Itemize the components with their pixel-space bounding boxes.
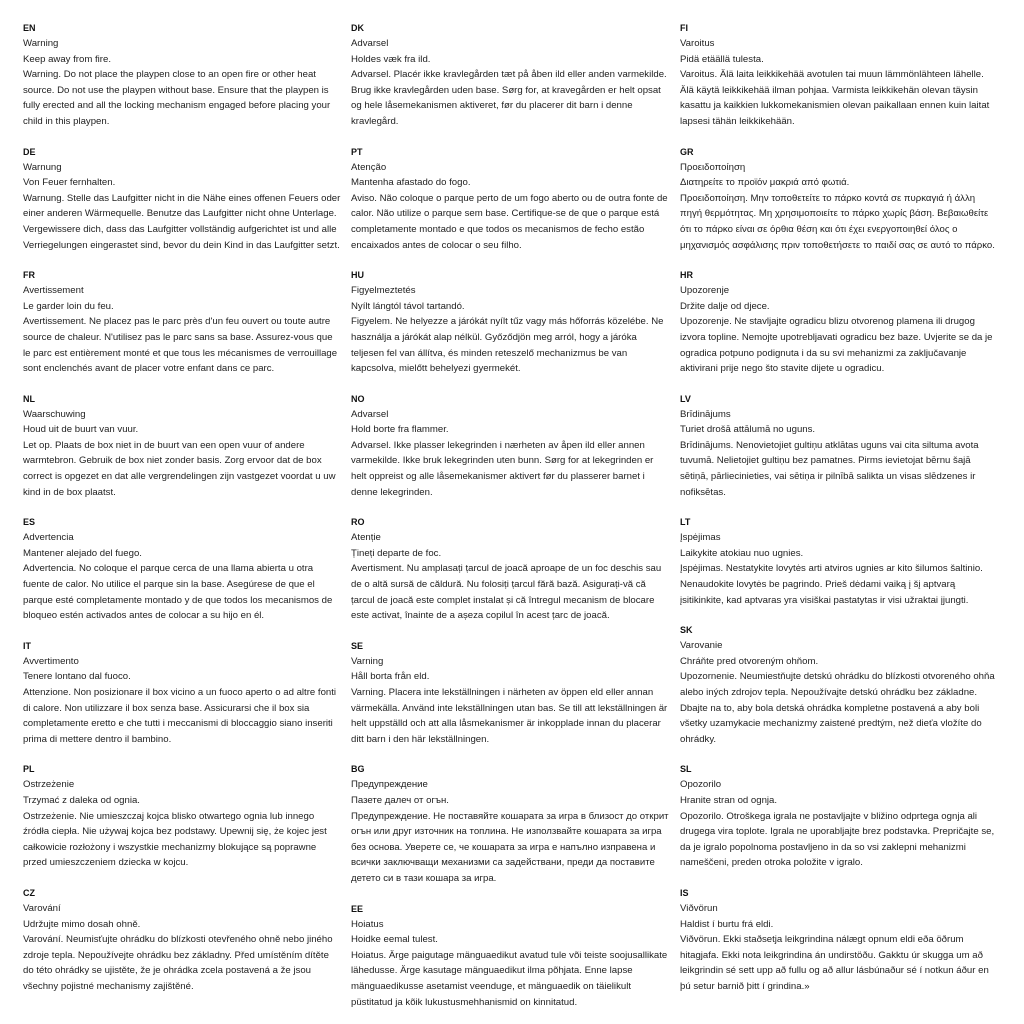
language-code: EN [23,23,36,33]
short-warning: Hranite stran od ognja. [680,794,778,806]
warning-body: Advarsel. Ikke plasser lekegrinden i nærheten av åpen ild eller annen varmekilde. Ikke bruk lekegrinden uten bunn. Sørg for at lekegrinden er helt oppreist og alle låsemekanismer aktivert før du plasserer barnet i denne lekegrinden. [351,439,654,498]
warning-body: Viðvörun. Ekki staðsetja leikgrindina nálægt opnum eldi eða öðrum hitagjafa. Ekki nota leikgrindina án undirstöðu. Gakktu úr skugga um að leikgrindin sé sett upp að fullu og að allur lásbúnaður sé í notkun áður en þú setur barnið þitt í grindina.» [680,934,989,992]
warning-body: Opozorilo. Otroškega igrala ne postavljajte v bližino odprtega ognja ali drugega vira toplote. Igrala ne uporabljajte brez podstavka. Prepričajte se, da je igralo popolnoma postavljeno in da so vsi zaklepni mehanizmi nameščeni, preden otroka položite v igralo. [680,810,995,869]
warning-heading: Viðvörun [680,902,718,914]
language-code: IS [680,887,689,898]
warning-body: Προειδοποίηση. Μην τοποθετείτε το πάρκο κοντά σε πυρκαγιά ή άλλη πηγή θερμότητας. Μη χρησιμοποιείτε το πάρκο χωρίς βάση. Βεβαιωθείτε ότι το πάρκο είναι σε όρθια θέση και ότι έχει ενεργοποιηθεί όλος ο μηχανισμός ασφάλισης πριν τοποθετήσετε το παιδί σας σε αυτό το πάρκο. [680,192,995,251]
language-code: FI [680,23,688,33]
language-section [680,267,998,377]
language-code: HU [351,270,364,281]
short-warning: Le garder loin du feu. [23,300,114,312]
warning-heading: Varning [351,655,384,667]
warning-heading: Atenção [351,161,387,173]
language-code: NO [351,393,365,404]
warning-body: Предупреждение. Не поставяйте кошарата за игра в близост до открит огън или друг източник на топлина. Не използвайте кошарата за игра без основа. Уверете се, че кошарата за игра е напълно изправена и всички заключващи механизми са задействани, преди да поставите детето си в тази кошара за игра. [351,810,669,884]
warning-heading: Advarsel [351,408,389,420]
warning-body: Warnung. Stelle das Laufgitter nicht in die Nähe eines offenen Feuers oder einer anderen Wärmequelle. Benutze das Laufgitter nicht ohne Unterlage. Vergewissere dich, dass das Laufgitter vollständig aufgerichtet ist und alle Verriegelungen eingerastet sind, bevor du dein Kind in das Laufgitter setzt. [23,192,341,251]
language-section [23,20,341,130]
warning-body: Avertissement. Ne placez pas le parc près d'un feu ouvert ou toute autre source de chaleur. N'utilisez pas le parc sans sa base. Assurez-vous que le parc est entièrement monté et que tous les mécanismes de verrouillage sont enclenchés avant de placer votre enfant dans ce parc. [23,316,338,375]
warning-heading: Varování [23,902,61,914]
warning-body: Upozorenje. Ne stavljajte ogradicu blizu otvorenog plamena ili drugog izvora topline. Nemojte upotrebljavati ogradicu bez baze. Uvjerite se da je ogradica potpuno podignuta i da su svi mehanizmi za zaključavanje aktivirani prije nego što stavite dijete u ogradicu. [680,316,993,375]
warning-body: Aviso. Não coloque o parque perto de um fogo aberto ou de outra fonte de calor. Não utilize o parque sem base. Certifique-se de que o parque está completamente montado e que todos os mecanismos de fecho estão encaixados antes de colocar o seu filho. [351,192,668,251]
warning-heading: Προειδοποίηση [680,161,746,173]
language-code: PL [23,764,35,775]
language-section [23,885,341,995]
short-warning: Håll borta från eld. [351,671,430,683]
language-code: GR [680,146,694,157]
warning-heading: Įspėjimas [680,532,721,544]
warning-heading: Brīdinājums [680,408,731,420]
language-section [680,622,998,747]
language-code: NL [23,393,35,404]
column-3 [680,20,998,1009]
warning-heading: Atenție [351,532,381,544]
language-code: PT [351,146,363,157]
language-section [351,144,669,254]
language-section [23,638,341,748]
short-warning: Trzymać z daleka od ognia. [23,794,140,806]
short-warning: Pidä etäällä tulesta. [680,53,764,65]
warning-heading: Figyelmeztetés [351,285,416,297]
warning-body: Avertisment. Nu amplasați țarcul de joacă aproape de un foc deschis sau de o altă sursă de căldură. Nu folosiți țarcul fără bază. Asigurați-vă că țarcul de joacă este complet instalat și că întregul mecanism de blocare este activat, înainte de a așeza copilul în acest țarc de joacă. [351,563,662,622]
language-section [680,514,998,608]
warning-heading: Opozorilo [680,779,722,791]
warning-body: Įspėjimas. Nestatykite lovytės arti atviros ugnies ar kito šilumos šaltinio. Nenaudokite lovytės be pagrindo. Prieš dėdami vaiką į šį aptvarą įsitikinkite, kad aptvaras yra visiškai pastatytas ir visi užraktai įjungti. [680,563,983,606]
language-section [351,267,669,377]
warning-body: Varoitus. Älä laita leikkikehää avotulen tai muun lämmönlähteen lähelle. Älä käytä leikkikehää ilman pohjaa. Varmista leikkikehän olevan täysin kasattu ja kaikkien lukkomekanismien olevan paikallaan ennen kuin laitat lapsesi tähän leikkikehään. [680,69,990,127]
warning-heading: Warnung [23,161,62,173]
warning-heading: Varovanie [680,640,723,652]
warning-body: Advertencia. No coloque el parque cerca de una llama abierta u otra fuente de calor. No utilice el parque sin la base. Asegúrese de que el parque esté completamente montado y de que todos los mecanismos de bloqueo estén activados antes de colocar a su hijo en él. [23,563,333,622]
warning-body: Let op. Plaats de box niet in de buurt van een open vuur of andere warmtebron. Gebruik de box niet zonder basis. Zorg ervoor dat de box correct is opgezet en dat alle vergrendelingen zijn vastgezet voordat u uw kind in de box plaatst. [23,439,336,498]
warning-heading: Hoiatus [351,918,384,930]
warning-body: Varning. Placera inte lekställningen i närheten av öppen eld eller annan värmekälla. Använd inte lekställningen utan bas. Se till att lekställningen är helt uppställd och att alla låsmekanismer är inkopplade innan du placerar ditt barn i den här lekställningen. [351,687,668,745]
warning-heading: Advarsel [351,38,389,49]
short-warning: Turiet drošā attālumā no uguns. [680,424,816,436]
warning-heading: Avertissement [23,285,84,297]
short-warning: Chráňte pred otvoreným ohňom. [680,655,819,667]
warning-heading: Varoitus [680,38,715,49]
column-1 [23,20,341,1009]
warning-heading: Advertencia [23,532,74,544]
warning-body: Hoiatus. Ärge paigutage mänguaedikut avatud tule või teiste soojusallikate lähedusse. Ärge kasutage mänguaedikut ilma põhjata. Enne lapse mänguaedikusse asetamist veenduge, et mänguaedik on täielikult püstitatud ja kõik lukustusmehhanismid on kinnitatud. [351,949,668,1008]
short-warning: Von Feuer fernhalten. [23,177,116,189]
warning-body: Upozornenie. Neumiestňujte detskú ohrádku do blízkosti otvoreného ohňa alebo iných zdrojov tepla. Nepoužívajte detskú ohrádku bez základne. Dbajte na to, aby bola detská ohrádka kompletne postavená a aby boli všetky uzamykacie mechanizmy zaistené predtým, než dieťa vložíte do ohrádky. [680,671,995,745]
short-warning: Udržujte mimo dosah ohně. [23,918,141,930]
language-section [351,638,669,748]
warning-heading: Waarschuwing [23,408,86,420]
language-section [23,267,341,377]
language-section [680,144,998,254]
short-warning: Laikykite atokiau nuo ugnies. [680,547,804,559]
language-section [351,514,669,624]
language-section [23,144,341,254]
warning-heading: Warning [23,38,59,49]
language-section [351,901,669,1011]
warning-body: Ostrzeżenie. Nie umieszczaj kojca blisko otwartego ognia lub innego źródła ciepła. Nie używaj kojca bez podstawy. Upewnij się, że kojec jest całkowicie rozłożony i wszystkie mechanizmy blokujące są poprawne przed umieszczeniem dziecka w kojcu. [23,810,327,869]
language-section [680,391,998,501]
language-code: SL [680,764,692,775]
warning-body: Brīdinājums. Nenovietojiet gultiņu atklātas uguns vai cita siltuma avota tuvumā. Nelietojiet gultiņu bez pamatnes. Pirms ievietojat bērnu šajā sētiņā, pārliecinieties, vai sētiņa ir pilnībā salikta un visas slēdzenes ir nofiksētas. [680,439,979,498]
language-code: FR [23,270,35,281]
warning-body: Varování. Neumisťujte ohrádku do blízkosti otevřeného ohně nebo jiného zdroje tepla. Nepoužívejte ohrádku bez základny. Před umístěním dítěte do této ohrádky se ujistěte, že je ohrádka zcela postavená a že jsou všechny pojistné mechanismy zajištěné. [23,934,333,992]
warning-body: Warning. Do not place the playpen close to an open fire or other heat source. Do not use the playpen without base. Ensure that the playpen is fully erected and all the locking mechanism engaged before placing your child in this playpen. [23,69,331,127]
language-section [680,885,998,995]
short-warning: Houd uit de buurt van vuur. [23,424,139,436]
short-warning: Țineți departe de foc. [351,547,442,559]
language-code: IT [23,640,31,651]
warning-heading: Upozorenje [680,285,730,297]
language-code: HR [680,270,693,281]
warning-heading: Предупреждение [351,779,428,791]
language-code: SE [351,640,364,651]
column-2 [351,20,669,1024]
language-code: EE [351,903,364,914]
language-section [23,391,341,501]
short-warning: Tenere lontano dal fuoco. [23,671,131,683]
language-code: DE [23,146,36,157]
language-code: ES [23,517,36,528]
language-code: CZ [23,887,35,898]
warning-body: Figyelem. Ne helyezze a járókát nyílt tűz vagy más hőforrás közelébe. Ne használja a járókát alap nélkül. Győződjön meg arról, hogy a járóka teljesen fel van állítva, és minden reteszelő mechanizmus be van kapcsolva, mielőtt behelyezi gyermekét. [351,316,664,375]
language-section [351,391,669,501]
warning-body: Advarsel. Placér ikke kravlegården tæt på åben ild eller anden varmekilde. Brug ikke kravlegården uden base. Sørg for, at kravegården er helt opsat og hele låsemekanismen aktiveret, før du placerer dit barn i denne kravlegård. [351,69,667,127]
language-code: LV [680,393,691,404]
language-code: DK [351,23,364,33]
language-section [680,761,998,871]
language-section [23,514,341,624]
short-warning: Haldist í burtu frá eldi. [680,918,774,930]
language-code: LT [680,517,691,528]
language-code: BG [351,764,365,775]
language-section [680,20,998,130]
short-warning: Hoidke eemal tulest. [351,934,438,946]
language-section [23,761,341,871]
language-section [351,761,669,886]
warning-heading: Avvertimento [23,655,79,667]
short-warning: Mantener alejado del fuego. [23,547,142,559]
warning-body: Attenzione. Non posizionare il box vicino a un fuoco aperto o ad altre fonti di calore. Non utilizzare il box senza base. Assicurarsi che il box sia completamente eretto e che tutti i meccanismi di bloccaggio siano inseriti prima di mettere dentro il bambino. [23,687,337,745]
language-section [351,20,669,130]
short-warning: Holdes væk fra ild. [351,53,431,65]
short-warning: Пазете далеч от огън. [351,794,449,806]
short-warning: Držite dalje od djece. [680,300,770,312]
short-warning: Nyílt lángtól távol tartandó. [351,300,465,312]
short-warning: Keep away from fire. [23,53,111,65]
warning-heading: Ostrzeżenie [23,779,75,791]
language-code: SK [680,625,693,636]
short-warning: Mantenha afastado do fogo. [351,177,471,189]
short-warning: Hold borte fra flammer. [351,424,449,436]
language-code: RO [351,517,365,528]
short-warning: Διατηρείτε το προϊόν μακριά από φωτιά. [680,177,850,189]
